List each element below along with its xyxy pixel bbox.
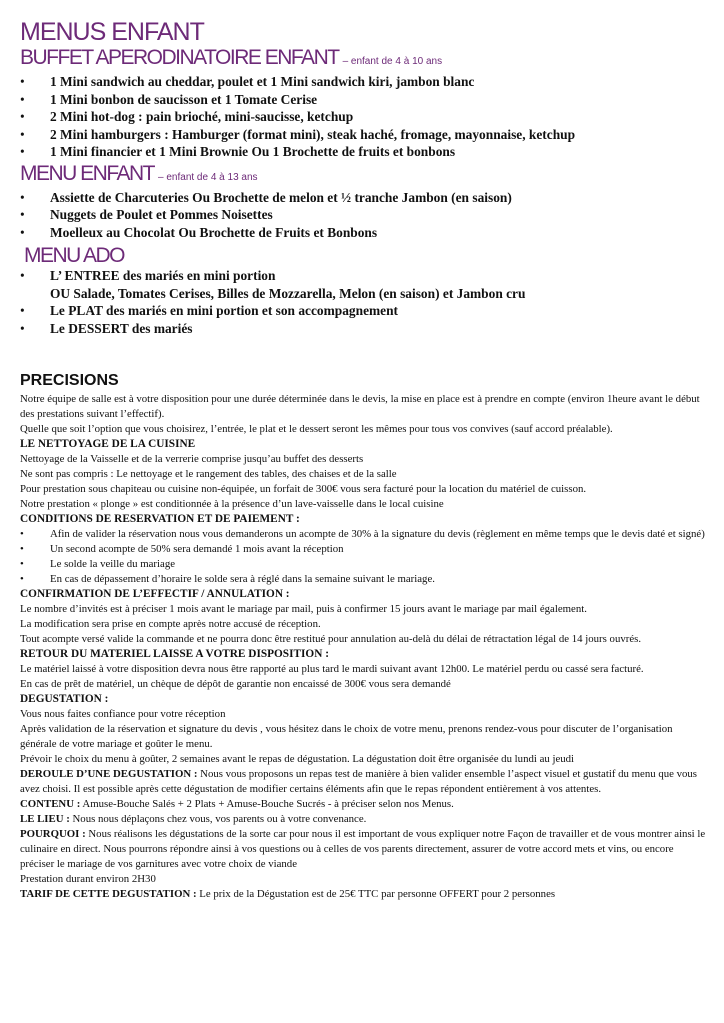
list-item: [20, 126, 710, 144]
bullet-icon: •: [20, 268, 25, 283]
bullet-icon: •: [20, 320, 25, 336]
list-item: [20, 108, 710, 126]
list-item: [20, 542, 710, 557]
contenu-text: Amuse-Bouche Salés + 2 Plats + Amuse-Bouche Sucrés - à préciser selon nos Menus.: [80, 798, 454, 810]
conditions-heading: CONDITIONS DE RESERVATION ET DE PAIEMENT :: [20, 513, 300, 525]
list-item: [20, 320, 710, 338]
list-item: [20, 527, 710, 542]
paragraph: Quelle que soit l’option que vous choisirez, l’entrée, le plat et le dessert seront les mêmes pour tous vos convives (sauf accord préalable).: [20, 423, 613, 435]
list-item-text: Le PLAT des mariés en mini portion et son accompagnement: [50, 303, 399, 318]
menu-enfant-list: [20, 189, 710, 242]
list-item: [20, 73, 710, 91]
bullet-icon: •: [20, 109, 25, 124]
list-item-text: L’ ENTREE des mariés en mini portion: [50, 268, 276, 283]
retour-heading: RETOUR DU MATERIEL LAISSE A VOTRE DISPOSITION :: [20, 648, 329, 660]
document-page: [20, 18, 710, 902]
paragraph: La modification sera prise en compte après notre accusé de réception.: [20, 618, 321, 630]
menu-enfant-age: – enfant de 4 à 13 ans: [158, 171, 258, 183]
menu-ado-list: [20, 267, 710, 337]
paragraph: Notre équipe de salle est à votre disposition pour une durée déterminée dans le devis, la mise en place est à prendre en compte (environ 1heure avant le début des prestations suivant l’effectif).: [20, 393, 700, 420]
confirmation-heading: CONFIRMATION DE L’EFFECTIF / ANNULATION :: [20, 588, 290, 600]
precisions-title: PRECISIONS: [20, 372, 119, 389]
pourquoi-label: POURQUOI :: [20, 828, 86, 840]
list-item: [20, 557, 710, 572]
paragraph: Prévoir le choix du menu à goûter, 2 semaines avant le repas de dégustation. La dégustation doit être organisée du lundi au jeudi: [20, 753, 575, 765]
list-item-text: Afin de valider la réservation nous vous demanderons un acompte de 30% à la signature du devis (règlement en même temps que le devis daté et signé): [50, 528, 705, 540]
list-item-text: Un second acompte de 50% sera demandé 1 mois avant la réception: [50, 543, 344, 555]
list-item-continuation: [20, 285, 710, 303]
list-item: [20, 224, 710, 242]
bullet-icon: •: [20, 573, 24, 585]
list-item: [20, 91, 710, 109]
deroule-label: DEROULE D’UNE DEGUSTATION :: [20, 768, 198, 780]
list-item-text: Le DESSERT des mariés: [50, 320, 193, 336]
paragraph: Tout acompte versé valide la commande et ne pourra donc être restitué pour annulation au-delà du délai de rétractation légal de 14 jours ouvrés.: [20, 633, 642, 645]
precisions-section: [20, 371, 710, 902]
tarif-paragraph: [20, 887, 710, 902]
menu-ado-heading: MENU ADO: [24, 244, 125, 267]
degustation-heading: DEGUSTATION :: [20, 693, 109, 705]
paragraph: Nettoyage de la Vaisselle et de la verrerie comprise jusqu’au buffet des desserts: [20, 453, 364, 465]
bullet-icon: •: [20, 528, 24, 540]
lieu-label: LE LIEU :: [20, 813, 70, 825]
list-item-text: 2 Mini hot-dog : pain brioché, mini-saucisse, ketchup: [50, 109, 354, 124]
paragraph: En cas de prêt de matériel, un chèque de dépôt de garantie non encaissé de 300€ vous sera demandé: [20, 678, 451, 690]
paragraph: Ne sont pas compris : Le nettoyage et le rangement des tables, des chaises et de la salle: [20, 468, 397, 480]
list-item-text: 2 Mini hamburgers : Hamburger (format mini), steak haché, fromage, mayonnaise, ketchup: [50, 126, 576, 142]
buffet-age: – enfant de 4 à 10 ans: [342, 56, 443, 67]
bullet-icon: •: [20, 126, 25, 142]
paragraph: Vous nous faites confiance pour votre réception: [20, 708, 226, 720]
bullet-icon: •: [20, 543, 24, 555]
bullet-icon: •: [20, 303, 25, 318]
buffet-list: [20, 73, 710, 161]
list-item-text: 1 Mini sandwich au cheddar, poulet et 1 Mini sandwich kiri, jambon blanc: [50, 74, 475, 89]
list-item: [20, 302, 710, 320]
contenu-paragraph: [20, 797, 710, 812]
pourquoi-text: Nous réalisons les dégustations de la sorte car pour nous il est important de vous expliquer notre Façon de travailler et de vous montrer ainsi le culinaire en direct. Nous pourrons répondre ainsi à vos questions ou à celles de vos parents directement, assurer de votre accord mets et vins, ou encore préciser le mariage de vos garnitures avec votre choix de viande: [20, 828, 706, 870]
paragraph: Le nombre d’invités est à préciser 1 mois avant le mariage par mail, puis à confirmer 15 jours avant le mariage par mail également.: [20, 603, 587, 615]
list-item-text: 1 Mini financier et 1 Mini Brownie Ou 1 Brochette de fruits et bonbons: [50, 144, 456, 159]
deroule-text: Nous vous proposons un repas test de manière à bien valider ensemble l’aspect visuel et gustatif du menu que vous avez choisi. Il est possible après cette dégustation de modifier certains éléments afin que le repas répondent entièrement à vos attentes.: [20, 768, 698, 795]
menu-enfant-heading-text: MENU ENFANT: [20, 161, 155, 185]
list-item-text: Le solde la veille du mariage: [50, 558, 176, 570]
tarif-label: TARIF DE CETTE DEGUSTATION :: [20, 888, 197, 900]
menu-enfant-section: [20, 162, 710, 242]
list-item: [20, 189, 710, 207]
buffet-heading-text: BUFFET APERODINATOIRE ENFANT: [20, 46, 339, 69]
tarif-text: Le prix de la Dégustation est de 25€ TTC par personne OFFERT pour 2 personnes: [196, 888, 556, 900]
page-title: MENUS ENFANT: [20, 18, 204, 46]
list-item: [20, 206, 710, 224]
list-item: [20, 143, 710, 161]
deroule-paragraph: [20, 767, 710, 797]
nettoyage-heading: LE NETTOYAGE DE LA CUISINE: [20, 438, 196, 450]
bullet-icon: •: [20, 189, 25, 205]
paragraph: Le matériel laissé à votre disposition devra nous être rapporté au plus tard le mardi suivant avant 12h00. Le matériel perdu ou cassé sera facturé.: [20, 663, 644, 675]
bullet-icon: •: [20, 207, 25, 222]
list-item-text: 1 Mini bonbon de saucisson et 1 Tomate Cerise: [50, 91, 318, 107]
paragraph: Après validation de la réservation et signature du devis , vous hésitez dans le choix de votre menu, prenons rendez-vous pour discuter de l’organisation générale de votre mariage et goûter le menu.: [20, 723, 673, 750]
bullet-icon: •: [20, 224, 25, 240]
paragraph: Notre prestation « plonge » est conditionnée à la présence d’un lave-vaisselle dans le local cuisine: [20, 498, 444, 510]
list-item-text: OU Salade, Tomates Cerises, Billes de Mozzarella, Melon (en saison) et Jambon cru: [50, 285, 526, 301]
conditions-list: [20, 527, 710, 587]
menu-ado-section: [20, 244, 710, 337]
contenu-label: CONTENU :: [20, 798, 81, 810]
buffet-section: [20, 46, 710, 161]
bullet-icon: •: [20, 144, 25, 159]
duree-paragraph: Prestation durant environ 2H30: [20, 873, 156, 885]
list-item-text: Nuggets de Poulet et Pommes Noisettes: [50, 207, 273, 222]
menu-enfant-heading: [20, 162, 710, 189]
bullet-icon: •: [20, 91, 25, 107]
buffet-heading: [20, 46, 710, 73]
list-item-text: Moelleux au Chocolat Ou Brochette de Fruits et Bonbons: [50, 224, 378, 240]
list-item-text: En cas de dépassement d’horaire le solde sera à réglé dans la semaine suivant le mariage.: [50, 573, 435, 585]
lieu-text: Nous nous déplaçons chez vous, vos parents ou à votre convenance.: [69, 813, 367, 825]
lieu-paragraph: [20, 812, 710, 827]
list-item-text: Assiette de Charcuteries Ou Brochette de melon et ½ tranche Jambon (en saison): [50, 189, 512, 205]
list-item: [20, 267, 710, 285]
pourquoi-paragraph: [20, 827, 710, 872]
bullet-icon: •: [20, 558, 24, 570]
bullet-icon: •: [20, 74, 25, 89]
paragraph: Pour prestation sous chapiteau ou cuisine non-équipée, un forfait de 300€ vous sera facturé pour la location du matériel de cuisson.: [20, 483, 587, 495]
list-item: [20, 572, 710, 587]
